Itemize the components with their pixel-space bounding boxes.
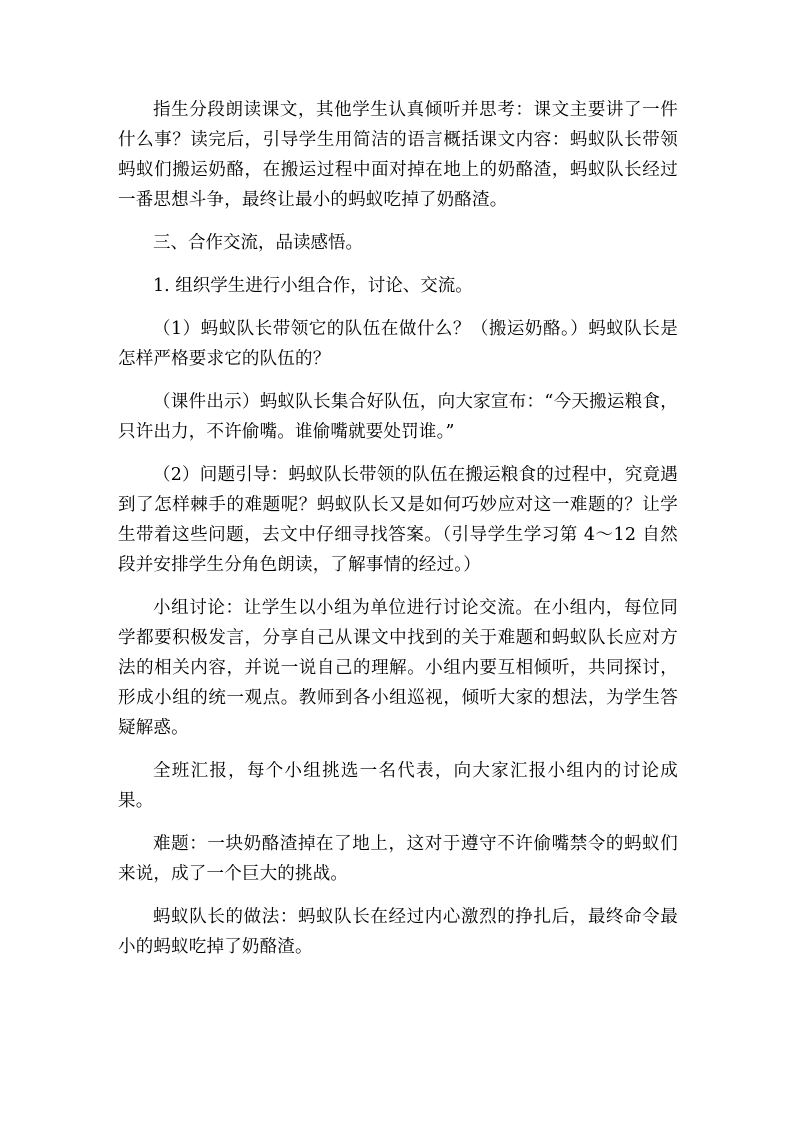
paragraph-question-2: （2）问题引导：蚂蚁队长带领的队伍在搬运粮食的过程中，究竟遇到了怎样棘手的难题呢？蚂蚁队长又是如何巧妙应对这一难题的？让学生带着这些问题，去文中仔细寻找答案。（引导学生学习第 4～12 自然段并安排学生分角色朗读，了解事情的经过。） (118, 465, 678, 575)
paragraph-class-report: 全班汇报，每个小组挑选一名代表，向大家汇报小组内的讨论成果。 (118, 761, 678, 811)
numbered-item-group-discussion: 1. 组织学生进行小组合作，讨论、交流。 (153, 276, 473, 296)
paragraph-courseware-quote: （课件出示）蚂蚁队长集合好队伍，向大家宣布：“今天搬运粮食，只许出力，不许偷嘴。谁偷嘴就要处罚谁。” (118, 392, 678, 442)
section-heading-cooperation: 三、合作交流，品读感悟。 (153, 233, 363, 253)
paragraph-captain-solution: 蚂蚁队长的做法：蚂蚁队长在经过内心激烈的挣扎后，最终命令最小的蚂蚁吃掉了奶酪渣。 (118, 907, 678, 957)
paragraph-problem: 难题：一块奶酪渣掉在了地上，这对于遵守不许偷嘴禁令的蚂蚁们来说，成了一个巨大的挑战。 (118, 834, 678, 884)
paragraph-summary-instruction: 指生分段朗读课文，其他学生认真倾听并思考：课文主要讲了一件什么事？读完后，引导学生用简洁的语言概括课文内容：蚂蚁队长带领蚂蚁们搬运奶酪，在搬运过程中面对掉在地上的奶酪渣，蚂蚁队长经过一番思想斗争，最终让最小的蚂蚁吃掉了奶酪渣。 (118, 100, 678, 210)
paragraph-group-discussion: 小组讨论：让学生以小组为单位进行讨论交流。在小组内，每位同学都要积极发言，分享自己从课文中找到的关于难题和蚂蚁队长应对方法的相关内容，并说一说自己的理解。小组内要互相倾听，共同探讨，形成小组的统一观点。教师到各小组巡视，倾听大家的想法，为学生答疑解惑。 (118, 598, 678, 738)
document-body (118, 95, 678, 975)
paragraph-question-1: （1）蚂蚁队长带领它的队伍在做什么？（搬运奶酪。）蚂蚁队长是怎样严格要求它的队伍的？ (118, 319, 678, 369)
